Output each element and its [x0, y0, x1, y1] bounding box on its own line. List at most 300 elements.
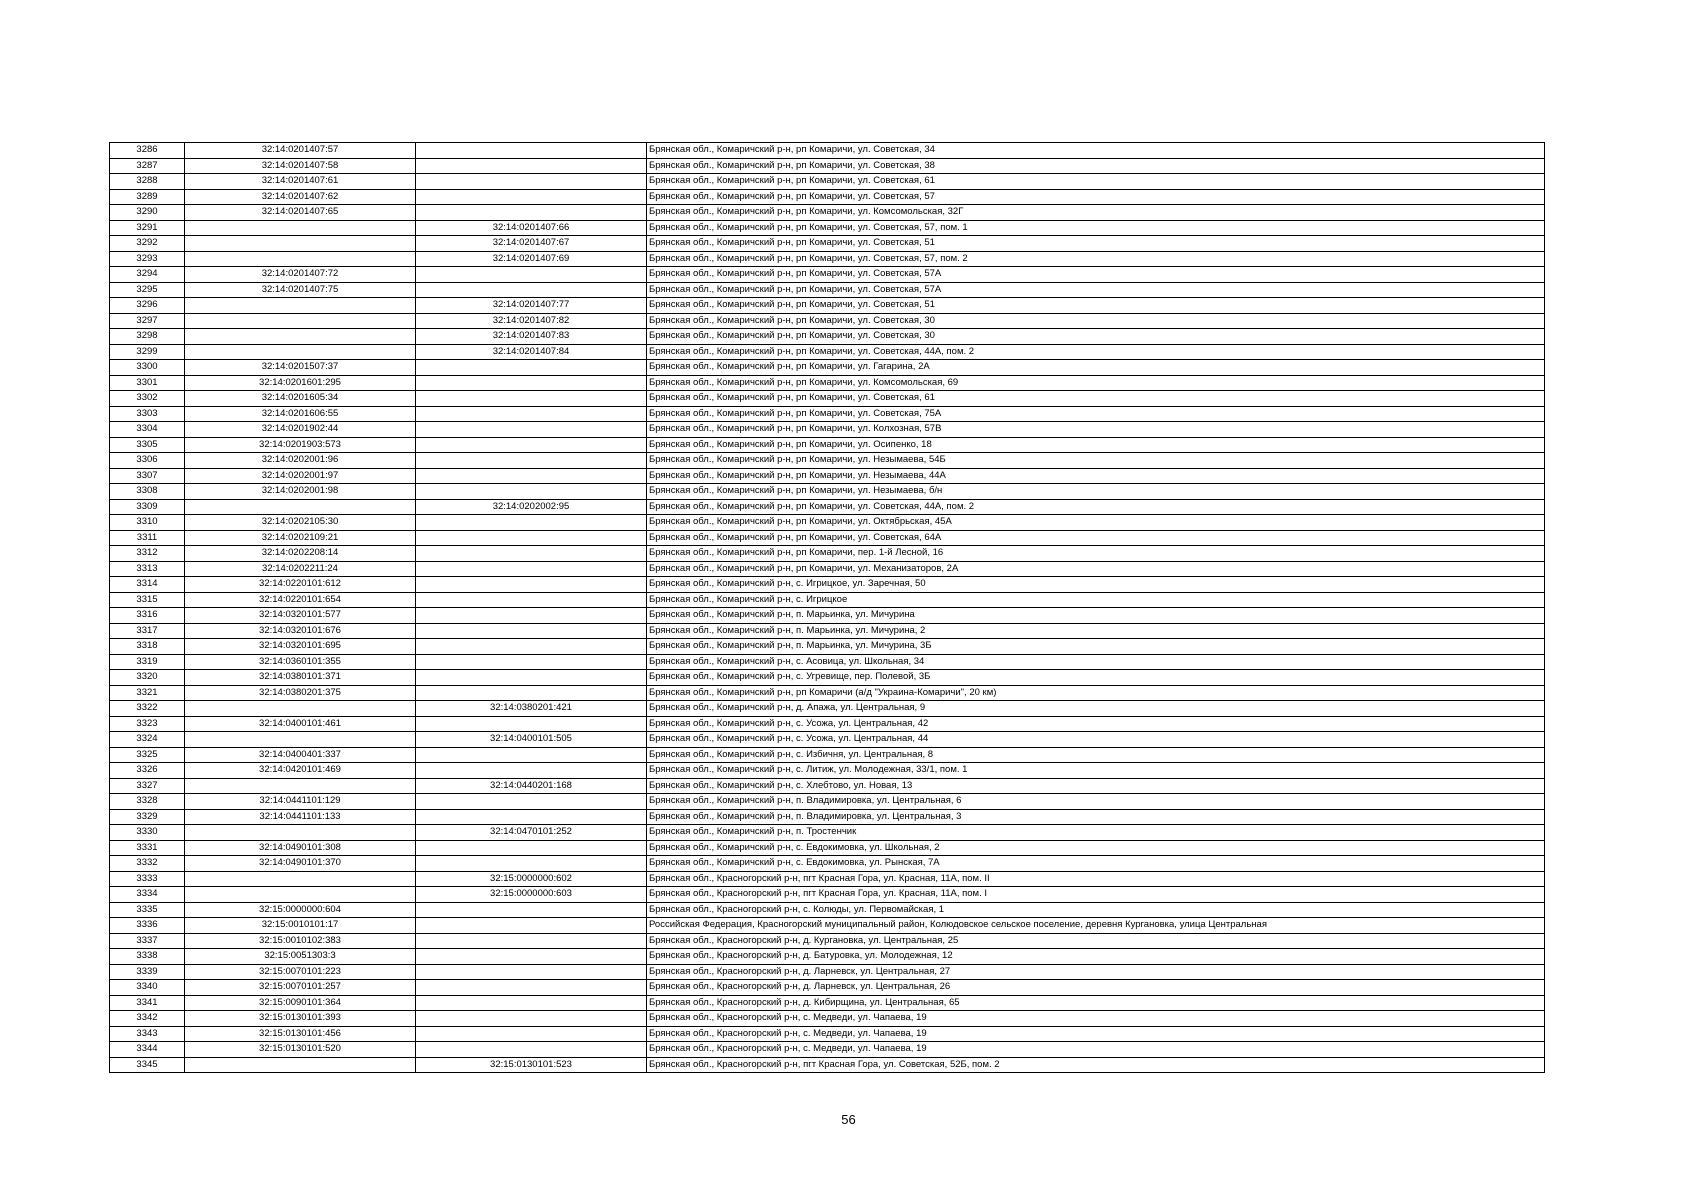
table-row: [110, 561, 1545, 577]
cadastral-number-cell: 32:14:0201903:573: [185, 437, 416, 453]
cadastral-number-cell: 32:14:0201601:295: [185, 375, 416, 391]
table-row: [110, 825, 1545, 841]
related-cadastral-cell: [416, 949, 647, 965]
cadastral-number-cell: 32:14:0420101:469: [185, 763, 416, 779]
related-cadastral-cell: [416, 809, 647, 825]
table-row: [110, 980, 1545, 996]
page-number: 56: [841, 1112, 856, 1127]
table-row: [110, 778, 1545, 794]
address-cell: Брянская обл., Комаричский р-н, рп Комаричи, ул. Советская, 38: [647, 158, 1545, 174]
cadastral-number-cell: 32:14:0201605:34: [185, 391, 416, 407]
address-cell: Брянская обл., Комаричский р-н, п. Марьинка, ул. Мичурина: [647, 608, 1545, 624]
cadastral-number-cell: [185, 732, 416, 748]
table-row: [110, 918, 1545, 934]
cadastral-number-cell: 32:14:0380201:375: [185, 685, 416, 701]
address-cell: Брянская обл., Красногорский р-н, д. Батуровка, ул. Молодежная, 12: [647, 949, 1545, 965]
cadastral-number-cell: [185, 825, 416, 841]
address-cell: Брянская обл., Красногорский р-н, с. Медведи, ул. Чапаева, 19: [647, 1042, 1545, 1058]
table-row: [110, 1042, 1545, 1058]
related-cadastral-cell: [416, 158, 647, 174]
table-row: [110, 329, 1545, 345]
row-number-cell: 3326: [110, 763, 185, 779]
related-cadastral-cell: [416, 391, 647, 407]
address-cell: Брянская обл., Комаричский р-н, рп Комаричи, пер. 1-й Лесной, 16: [647, 546, 1545, 562]
address-cell: Брянская обл., Комаричский р-н, с. Литиж, ул. Молодежная, 33/1, пом. 1: [647, 763, 1545, 779]
related-cadastral-cell: [416, 282, 647, 298]
address-cell: Брянская обл., Комаричский р-н, рп Комаричи, ул. Незымаева, 44А: [647, 468, 1545, 484]
address-cell: Брянская обл., Комаричский р-н, рп Комаричи, ул. Советская, 61: [647, 174, 1545, 190]
cadastral-number-cell: [185, 344, 416, 360]
related-cadastral-cell: [416, 437, 647, 453]
cadastral-number-cell: 32:14:0202001:98: [185, 484, 416, 500]
related-cadastral-cell: [416, 902, 647, 918]
registry-table: [109, 142, 1545, 1073]
related-cadastral-cell: [416, 608, 647, 624]
cadastral-number-cell: [185, 313, 416, 329]
related-cadastral-cell: [416, 453, 647, 469]
address-cell: Брянская обл., Комаричский р-н, рп Комаричи, ул. Советская, 30: [647, 313, 1545, 329]
row-number-cell: 3293: [110, 251, 185, 267]
table-row: [110, 375, 1545, 391]
table-row: [110, 856, 1545, 872]
row-number-cell: 3343: [110, 1026, 185, 1042]
row-number-cell: 3316: [110, 608, 185, 624]
table-row: [110, 747, 1545, 763]
row-number-cell: 3319: [110, 654, 185, 670]
table-row: [110, 143, 1545, 159]
related-cadastral-cell: [416, 685, 647, 701]
cadastral-number-cell: 32:14:0490101:308: [185, 840, 416, 856]
row-number-cell: 3325: [110, 747, 185, 763]
address-cell: Брянская обл., Комаричский р-н, с. Асовица, ул. Школьная, 34: [647, 654, 1545, 670]
cadastral-number-cell: 32:14:0320101:695: [185, 639, 416, 655]
table-row: [110, 933, 1545, 949]
row-number-cell: 3302: [110, 391, 185, 407]
row-number-cell: 3331: [110, 840, 185, 856]
address-cell: Брянская обл., Комаричский р-н, д. Апажа, ул. Центральная, 9: [647, 701, 1545, 717]
related-cadastral-cell: 32:14:0400101:505: [416, 732, 647, 748]
related-cadastral-cell: [416, 840, 647, 856]
cadastral-number-cell: 32:15:0010102:383: [185, 933, 416, 949]
address-cell: Брянская обл., Красногорский р-н, с. Колюды, ул. Первомайская, 1: [647, 902, 1545, 918]
address-cell: Брянская обл., Красногорский р-н, пгт Красная Гора, ул. Красная, 11А, пом. II: [647, 871, 1545, 887]
table-row: [110, 499, 1545, 515]
address-cell: Брянская обл., Красногорский р-н, д. Ларневск, ул. Центральная, 27: [647, 964, 1545, 980]
row-number-cell: 3334: [110, 887, 185, 903]
row-number-cell: 3304: [110, 422, 185, 438]
row-number-cell: 3327: [110, 778, 185, 794]
related-cadastral-cell: 32:14:0201407:82: [416, 313, 647, 329]
address-cell: Брянская обл., Красногорский р-н, с. Медведи, ул. Чапаева, 19: [647, 1011, 1545, 1027]
table-row: [110, 995, 1545, 1011]
cadastral-number-cell: 32:15:0010101:17: [185, 918, 416, 934]
related-cadastral-cell: [416, 561, 647, 577]
related-cadastral-cell: 32:14:0380201:421: [416, 701, 647, 717]
row-number-cell: 3318: [110, 639, 185, 655]
cadastral-number-cell: 32:14:0201407:72: [185, 267, 416, 283]
table-row: [110, 468, 1545, 484]
address-cell: Брянская обл., Комаричский р-н, с. Игрицкое: [647, 592, 1545, 608]
cadastral-number-cell: [185, 251, 416, 267]
table-row: [110, 902, 1545, 918]
address-cell: Брянская обл., Комаричский р-н, рп Комаричи, ул. Советская, 44А, пом. 2: [647, 344, 1545, 360]
cadastral-number-cell: 32:15:0130101:393: [185, 1011, 416, 1027]
address-cell: Брянская обл., Комаричский р-н, с. Игрицкое, ул. Заречная, 50: [647, 577, 1545, 593]
cadastral-number-cell: 32:14:0202211:24: [185, 561, 416, 577]
related-cadastral-cell: [416, 995, 647, 1011]
table-row: [110, 1026, 1545, 1042]
cadastral-number-cell: 32:14:0201407:58: [185, 158, 416, 174]
cadastral-number-cell: 32:14:0202105:30: [185, 515, 416, 531]
related-cadastral-cell: [416, 747, 647, 763]
address-cell: Брянская обл., Комаричский р-н, рп Комаричи, ул. Советская, 57, пом. 2: [647, 251, 1545, 267]
related-cadastral-cell: [416, 360, 647, 376]
row-number-cell: 3299: [110, 344, 185, 360]
address-cell: Брянская обл., Комаричский р-н, п. Тростенчик: [647, 825, 1545, 841]
cadastral-number-cell: 32:14:0320101:676: [185, 623, 416, 639]
related-cadastral-cell: [416, 1011, 647, 1027]
related-cadastral-cell: [416, 515, 647, 531]
address-cell: Брянская обл., Комаричский р-н, с. Избичня, ул. Центральная, 8: [647, 747, 1545, 763]
related-cadastral-cell: [416, 174, 647, 190]
related-cadastral-cell: 32:15:0130101:523: [416, 1057, 647, 1073]
row-number-cell: 3328: [110, 794, 185, 810]
table-row: [110, 840, 1545, 856]
cadastral-number-cell: 32:14:0441101:129: [185, 794, 416, 810]
table-row: [110, 158, 1545, 174]
related-cadastral-cell: [416, 794, 647, 810]
row-number-cell: 3324: [110, 732, 185, 748]
table-row: [110, 577, 1545, 593]
table-row: [110, 530, 1545, 546]
row-number-cell: 3345: [110, 1057, 185, 1073]
table-row: [110, 313, 1545, 329]
cadastral-number-cell: 32:15:0090101:364: [185, 995, 416, 1011]
address-cell: Брянская обл., Комаричский р-н, рп Комаричи, ул. Советская, 64А: [647, 530, 1545, 546]
row-number-cell: 3320: [110, 670, 185, 686]
row-number-cell: 3332: [110, 856, 185, 872]
table-row: [110, 484, 1545, 500]
address-cell: Брянская обл., Комаричский р-н, рп Комаричи, ул. Гагарина, 2А: [647, 360, 1545, 376]
row-number-cell: 3305: [110, 437, 185, 453]
cadastral-number-cell: 32:14:0400101:461: [185, 716, 416, 732]
address-cell: Брянская обл., Красногорский р-н, д. Кургановка, ул. Центральная, 25: [647, 933, 1545, 949]
related-cadastral-cell: [416, 375, 647, 391]
address-cell: Брянская обл., Комаричский р-н, с. Усожа, ул. Центральная, 42: [647, 716, 1545, 732]
cadastral-number-cell: 32:15:0051303:3: [185, 949, 416, 965]
cadastral-number-cell: 32:15:0070101:223: [185, 964, 416, 980]
address-cell: Брянская обл., Красногорский р-н, с. Медведи, ул. Чапаева, 19: [647, 1026, 1545, 1042]
related-cadastral-cell: 32:14:0201407:67: [416, 236, 647, 252]
related-cadastral-cell: [416, 484, 647, 500]
row-number-cell: 3297: [110, 313, 185, 329]
cadastral-number-cell: 32:15:0130101:520: [185, 1042, 416, 1058]
row-number-cell: 3335: [110, 902, 185, 918]
address-cell: Брянская обл., Красногорский р-н, д. Ларневск, ул. Центральная, 26: [647, 980, 1545, 996]
cadastral-number-cell: 32:14:0201407:61: [185, 174, 416, 190]
address-cell: Брянская обл., Комаричский р-н, рп Комаричи, ул. Советская, 61: [647, 391, 1545, 407]
row-number-cell: 3337: [110, 933, 185, 949]
cadastral-number-cell: [185, 701, 416, 717]
row-number-cell: 3296: [110, 298, 185, 314]
related-cadastral-cell: [416, 577, 647, 593]
table-row: [110, 220, 1545, 236]
cadastral-number-cell: 32:14:0201902:44: [185, 422, 416, 438]
address-cell: Брянская обл., Комаричский р-н, рп Комаричи, ул. Советская, 57А: [647, 282, 1545, 298]
related-cadastral-cell: [416, 980, 647, 996]
related-cadastral-cell: [416, 422, 647, 438]
row-number-cell: 3323: [110, 716, 185, 732]
address-cell: Брянская обл., Комаричский р-н, п. Владимировка, ул. Центральная, 3: [647, 809, 1545, 825]
related-cadastral-cell: [416, 406, 647, 422]
cadastral-number-cell: 32:14:0202208:14: [185, 546, 416, 562]
table-row: [110, 732, 1545, 748]
related-cadastral-cell: [416, 546, 647, 562]
related-cadastral-cell: 32:14:0202002:95: [416, 499, 647, 515]
cadastral-number-cell: 32:14:0201407:65: [185, 205, 416, 221]
table-row: [110, 236, 1545, 252]
table-row: [110, 422, 1545, 438]
row-number-cell: 3298: [110, 329, 185, 345]
table-row: [110, 282, 1545, 298]
related-cadastral-cell: [416, 623, 647, 639]
table-row: [110, 809, 1545, 825]
cadastral-number-cell: 32:14:0201407:62: [185, 189, 416, 205]
table-row: [110, 1057, 1545, 1073]
table-row: [110, 360, 1545, 376]
row-number-cell: 3290: [110, 205, 185, 221]
table-row: [110, 453, 1545, 469]
related-cadastral-cell: [416, 856, 647, 872]
cadastral-number-cell: [185, 1057, 416, 1073]
cadastral-number-cell: 32:14:0202109:21: [185, 530, 416, 546]
related-cadastral-cell: 32:14:0440201:168: [416, 778, 647, 794]
cadastral-number-cell: 32:14:0201407:57: [185, 143, 416, 159]
row-number-cell: 3312: [110, 546, 185, 562]
related-cadastral-cell: [416, 964, 647, 980]
related-cadastral-cell: [416, 189, 647, 205]
table-row: [110, 949, 1545, 965]
related-cadastral-cell: 32:14:0201407:66: [416, 220, 647, 236]
related-cadastral-cell: [416, 530, 647, 546]
table-row: [110, 189, 1545, 205]
address-cell: Брянская обл., Комаричский р-н, рп Комаричи, ул. Осипенко, 18: [647, 437, 1545, 453]
row-number-cell: 3292: [110, 236, 185, 252]
cadastral-number-cell: [185, 220, 416, 236]
row-number-cell: 3300: [110, 360, 185, 376]
row-number-cell: 3336: [110, 918, 185, 934]
table-row: [110, 871, 1545, 887]
row-number-cell: 3295: [110, 282, 185, 298]
related-cadastral-cell: 32:15:0000000:602: [416, 871, 647, 887]
related-cadastral-cell: [416, 918, 647, 934]
address-cell: Брянская обл., Комаричский р-н, рп Комаричи, ул. Октябрьская, 45А: [647, 515, 1545, 531]
address-cell: Брянская обл., Комаричский р-н, с. Усожа, ул. Центральная, 44: [647, 732, 1545, 748]
row-number-cell: 3291: [110, 220, 185, 236]
table-row: [110, 267, 1545, 283]
address-cell: Брянская обл., Комаричский р-н, рп Комаричи, ул. Незымаева, б/н: [647, 484, 1545, 500]
related-cadastral-cell: [416, 1026, 647, 1042]
row-number-cell: 3301: [110, 375, 185, 391]
address-cell: Брянская обл., Красногорский р-н, пгт Красная Гора, ул. Красная, 11А, пом. I: [647, 887, 1545, 903]
address-cell: Брянская обл., Комаричский р-н, п. Марьинка, ул. Мичурина, 3Б: [647, 639, 1545, 655]
cadastral-number-cell: 32:15:0130101:456: [185, 1026, 416, 1042]
address-cell: Российская Федерация, Красногорский муниципальный район, Колюдовское сельское поселение, деревня Кургановка, улица Центральная: [647, 918, 1545, 934]
table-row: [110, 685, 1545, 701]
cadastral-number-cell: [185, 298, 416, 314]
related-cadastral-cell: [416, 933, 647, 949]
row-number-cell: 3314: [110, 577, 185, 593]
table-row: [110, 344, 1545, 360]
table-row: [110, 251, 1545, 267]
related-cadastral-cell: 32:14:0201407:77: [416, 298, 647, 314]
address-cell: Брянская обл., Комаричский р-н, рп Комаричи, ул. Советская, 75А: [647, 406, 1545, 422]
row-number-cell: 3289: [110, 189, 185, 205]
cadastral-number-cell: 32:14:0360101:355: [185, 654, 416, 670]
row-number-cell: 3287: [110, 158, 185, 174]
table-row: [110, 406, 1545, 422]
address-cell: Брянская обл., Комаричский р-н, рп Комаричи, ул. Колхозная, 57В: [647, 422, 1545, 438]
cadastral-number-cell: 32:14:0220101:612: [185, 577, 416, 593]
cadastral-number-cell: [185, 887, 416, 903]
table-row: [110, 794, 1545, 810]
row-number-cell: 3288: [110, 174, 185, 190]
table-row: [110, 887, 1545, 903]
related-cadastral-cell: [416, 716, 647, 732]
row-number-cell: 3294: [110, 267, 185, 283]
address-cell: Брянская обл., Комаричский р-н, рп Комаричи, ул. Механизаторов, 2А: [647, 561, 1545, 577]
address-cell: Брянская обл., Комаричский р-н, рп Комаричи, ул. Незымаева, 54Б: [647, 453, 1545, 469]
address-cell: Брянская обл., Комаричский р-н, рп Комаричи, ул. Советская, 44А, пом. 2: [647, 499, 1545, 515]
cadastral-number-cell: [185, 871, 416, 887]
row-number-cell: 3310: [110, 515, 185, 531]
address-cell: Брянская обл., Комаричский р-н, рп Комаричи, ул. Советская, 57: [647, 189, 1545, 205]
cadastral-number-cell: 32:14:0400401:337: [185, 747, 416, 763]
row-number-cell: 3333: [110, 871, 185, 887]
related-cadastral-cell: [416, 143, 647, 159]
related-cadastral-cell: [416, 1042, 647, 1058]
table-row: [110, 670, 1545, 686]
related-cadastral-cell: 32:14:0201407:69: [416, 251, 647, 267]
cadastral-number-cell: [185, 329, 416, 345]
cadastral-number-cell: 32:15:0000000:604: [185, 902, 416, 918]
cadastral-number-cell: [185, 499, 416, 515]
table-row: [110, 515, 1545, 531]
address-cell: Брянская обл., Комаричский р-н, с. Евдокимовка, ул. Школьная, 2: [647, 840, 1545, 856]
cadastral-number-cell: 32:14:0490101:370: [185, 856, 416, 872]
table-row: [110, 701, 1545, 717]
table-row: [110, 298, 1545, 314]
related-cadastral-cell: 32:14:0470101:252: [416, 825, 647, 841]
row-number-cell: 3344: [110, 1042, 185, 1058]
address-cell: Брянская обл., Комаричский р-н, рп Комаричи (а/д "Украина-Комаричи", 20 км): [647, 685, 1545, 701]
row-number-cell: 3339: [110, 964, 185, 980]
table-row: [110, 608, 1545, 624]
row-number-cell: 3341: [110, 995, 185, 1011]
cadastral-number-cell: 32:14:0202001:97: [185, 468, 416, 484]
row-number-cell: 3313: [110, 561, 185, 577]
table-row: [110, 654, 1545, 670]
table-row: [110, 716, 1545, 732]
related-cadastral-cell: [416, 639, 647, 655]
address-cell: Брянская обл., Комаричский р-н, п. Владимировка, ул. Центральная, 6: [647, 794, 1545, 810]
cadastral-number-cell: 32:14:0202001:96: [185, 453, 416, 469]
cadastral-number-cell: [185, 236, 416, 252]
row-number-cell: 3322: [110, 701, 185, 717]
row-number-cell: 3307: [110, 468, 185, 484]
related-cadastral-cell: [416, 654, 647, 670]
row-number-cell: 3321: [110, 685, 185, 701]
cadastral-number-cell: [185, 778, 416, 794]
table-row: [110, 1011, 1545, 1027]
cadastral-number-cell: 32:14:0201606:55: [185, 406, 416, 422]
address-cell: Брянская обл., Комаричский р-н, рп Комаричи, ул. Советская, 57, пом. 1: [647, 220, 1545, 236]
cadastral-number-cell: 32:14:0441101:133: [185, 809, 416, 825]
table-row: [110, 546, 1545, 562]
address-cell: Брянская обл., Комаричский р-н, рп Комаричи, ул. Комсомольская, 32Г: [647, 205, 1545, 221]
row-number-cell: 3317: [110, 623, 185, 639]
address-cell: Брянская обл., Красногорский р-н, д. Кибирщина, ул. Центральная, 65: [647, 995, 1545, 1011]
related-cadastral-cell: [416, 468, 647, 484]
table-row: [110, 437, 1545, 453]
related-cadastral-cell: 32:14:0201407:84: [416, 344, 647, 360]
table-row: [110, 964, 1545, 980]
address-cell: Брянская обл., Комаричский р-н, с. Евдокимовка, ул. Рынская, 7А: [647, 856, 1545, 872]
cadastral-number-cell: 32:14:0220101:654: [185, 592, 416, 608]
address-cell: Брянская обл., Комаричский р-н, рп Комаричи, ул. Советская, 30: [647, 329, 1545, 345]
related-cadastral-cell: [416, 267, 647, 283]
related-cadastral-cell: [416, 205, 647, 221]
address-cell: Брянская обл., Комаричский р-н, рп Комаричи, ул. Советская, 34: [647, 143, 1545, 159]
related-cadastral-cell: 32:14:0201407:83: [416, 329, 647, 345]
address-cell: Брянская обл., Комаричский р-н, рп Комаричи, ул. Комсомольская, 69: [647, 375, 1545, 391]
address-cell: Брянская обл., Комаричский р-н, рп Комаричи, ул. Советская, 57А: [647, 267, 1545, 283]
related-cadastral-cell: [416, 592, 647, 608]
address-cell: Брянская обл., Комаричский р-н, рп Комаричи, ул. Советская, 51: [647, 298, 1545, 314]
row-number-cell: 3311: [110, 530, 185, 546]
address-cell: Брянская обл., Комаричский р-н, с. Хлебтово, ул. Новая, 13: [647, 778, 1545, 794]
address-cell: Брянская обл., Комаричский р-н, рп Комаричи, ул. Советская, 51: [647, 236, 1545, 252]
address-cell: Брянская обл., Комаричский р-н, п. Марьинка, ул. Мичурина, 2: [647, 623, 1545, 639]
row-number-cell: 3308: [110, 484, 185, 500]
row-number-cell: 3286: [110, 143, 185, 159]
table-row: [110, 592, 1545, 608]
cadastral-number-cell: 32:14:0201407:75: [185, 282, 416, 298]
row-number-cell: 3303: [110, 406, 185, 422]
related-cadastral-cell: [416, 670, 647, 686]
row-number-cell: 3338: [110, 949, 185, 965]
registry-table-body: [110, 143, 1545, 1073]
cadastral-number-cell: 32:14:0201507:37: [185, 360, 416, 376]
table-row: [110, 174, 1545, 190]
address-cell: Брянская обл., Красногорский р-н, пгт Красная Гора, ул. Советская, 52Б, пом. 2: [647, 1057, 1545, 1073]
related-cadastral-cell: 32:15:0000000:603: [416, 887, 647, 903]
row-number-cell: 3309: [110, 499, 185, 515]
row-number-cell: 3342: [110, 1011, 185, 1027]
row-number-cell: 3330: [110, 825, 185, 841]
table-row: [110, 205, 1545, 221]
row-number-cell: 3315: [110, 592, 185, 608]
table-row: [110, 391, 1545, 407]
row-number-cell: 3329: [110, 809, 185, 825]
address-cell: Брянская обл., Комаричский р-н, с. Угревище, пер. Полевой, 3Б: [647, 670, 1545, 686]
cadastral-number-cell: 32:14:0320101:577: [185, 608, 416, 624]
table-row: [110, 639, 1545, 655]
related-cadastral-cell: [416, 763, 647, 779]
row-number-cell: 3340: [110, 980, 185, 996]
cadastral-number-cell: 32:14:0380101:371: [185, 670, 416, 686]
cadastral-number-cell: 32:15:0070101:257: [185, 980, 416, 996]
